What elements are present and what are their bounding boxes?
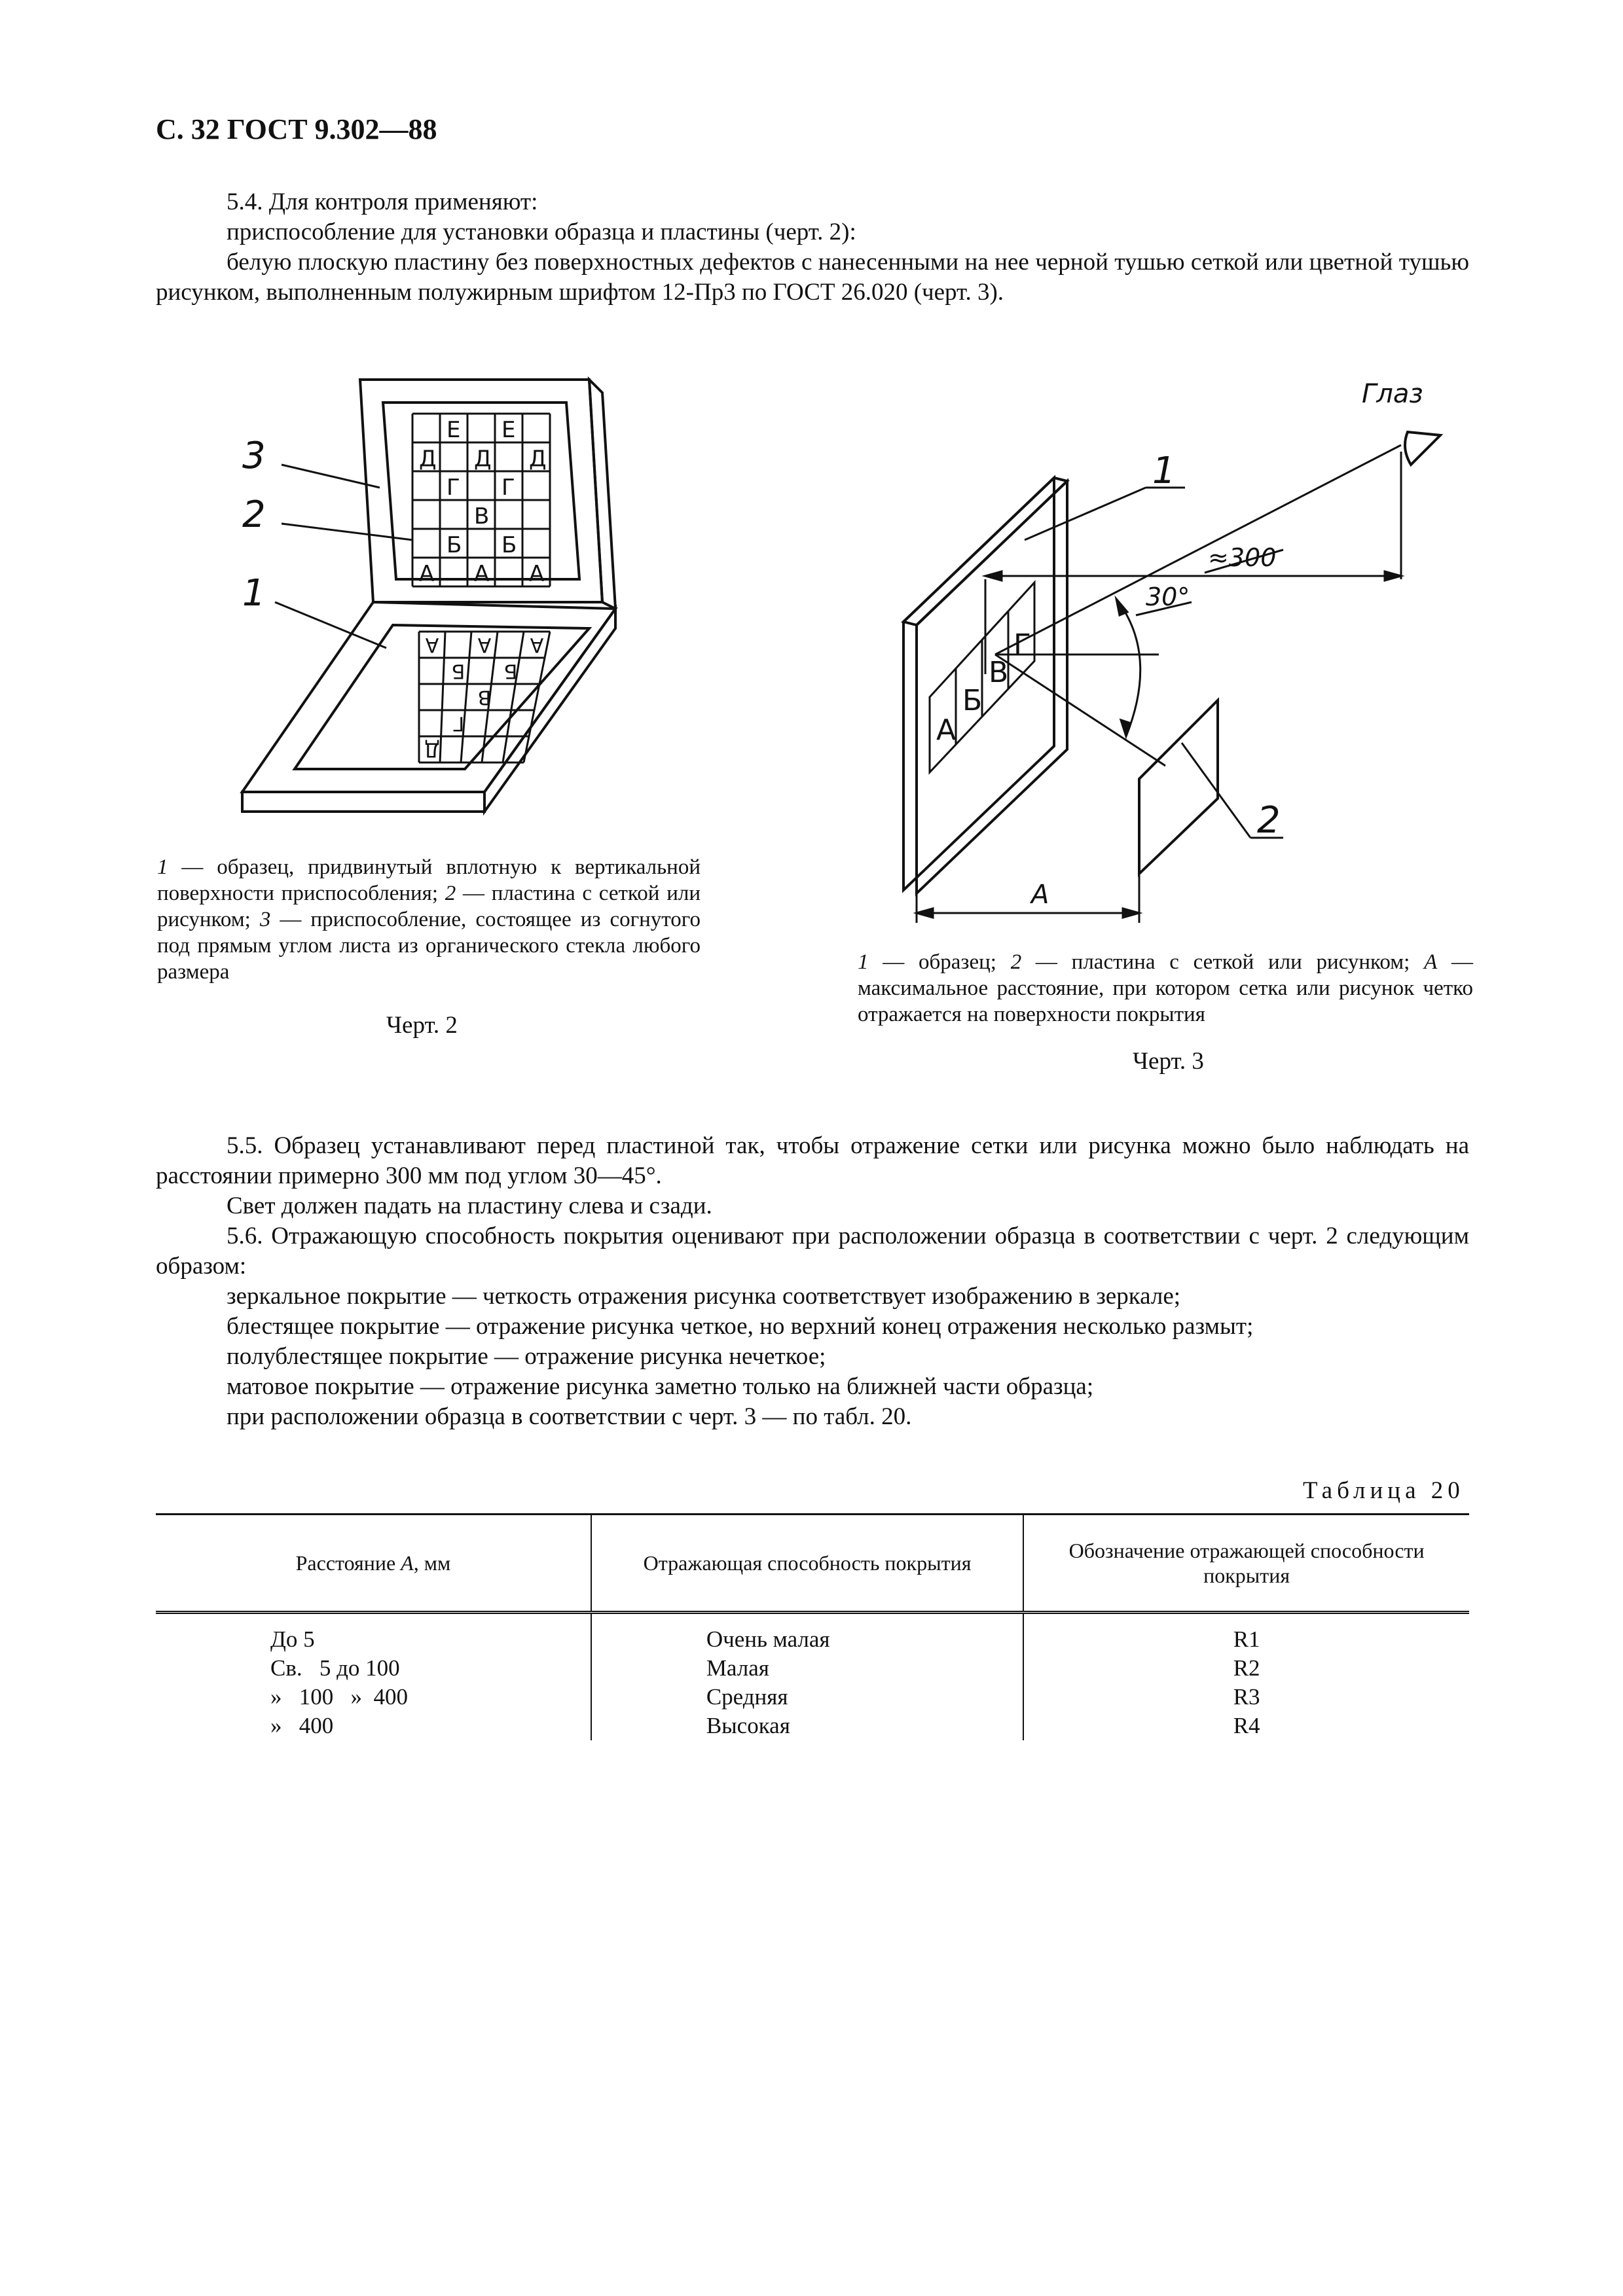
header-code: Обозначение отражающей способности покрытия [1068,1539,1425,1587]
cell-distance: » 400 [156,1712,591,1740]
reflected-grid [419,632,550,762]
eye-symbol [1405,432,1440,465]
figure-2-caption [157,854,701,985]
grid-letter: А [419,561,435,587]
grid-line [440,632,445,762]
fig3-caption-a: А [1424,950,1438,974]
body-paragraph-8: при расположении образца в соответствии с черт. 3 — по табл. 20. [227,1403,912,1430]
grid-letter: Д [419,446,437,472]
table-row [156,1654,1469,1683]
cell-code: R1 [1233,1626,1260,1652]
grid-letter: В [474,503,490,529]
fig2-caption-n3: 3 [259,908,271,931]
fig2-caption-n2: 2 [445,882,456,905]
body-paragraph-2: Свет должен падать на пластину слева и сзади. [227,1193,712,1219]
mirrored-letter: Б [451,659,465,683]
grid-letter: А [529,561,545,587]
distance-dimension [985,550,1401,581]
fig3-callouts [1025,488,1283,838]
fig2-caption-t1: — образец, придвинутый вплотную к вертикальной поверхности приспособления; [157,855,701,905]
table-row [156,1683,1469,1712]
body-block [156,1131,1469,1432]
fig2-callouts [275,465,412,648]
figure-2-drawing [236,367,629,825]
mirrored-letter: А [425,633,439,656]
grid-letter: Е [447,417,461,443]
svg-text:А: А [936,713,957,747]
cell-reflectivity: Средняя [591,1683,1023,1712]
cell-reflectivity: Очень малая [591,1613,1023,1655]
fig3-caption-t2: — пластина с сеткой или рисунком; [1021,950,1425,974]
grid-letter: Д [529,446,547,472]
mirrored-letter: А [530,633,544,656]
body-paragraph-3: 5.6. Отражающую способность покрытия оценивают при расположении образца в соответствии с черт. 2 следующим образом: [156,1223,1469,1280]
body-paragraph-5: блестящее покрытие — отражение рисунка четкое, но верхний конец отражения несколько размыт; [227,1313,1254,1340]
table-row [156,1613,1469,1655]
cell-reflectivity: Высокая [591,1712,1023,1740]
grid-line [461,632,471,762]
mirrored-letter: Б [503,659,518,683]
fig2-caption-t2: — пластина с сеткой или рисунком; [157,882,701,931]
fig2-caption-n1: 1 [157,855,168,879]
body-paragraph-6: полублестящее покрытие — отражение рисунка нечеткое; [227,1343,826,1370]
intro-block [156,187,1469,308]
body-paragraph-1: 5.5. Образец устанавливают перед пластиной так, чтобы отражение сетки или рисунка можно было наблюдать на расстоянии примерно 300 мм под углом 30—45°. [156,1132,1469,1189]
mirrored-letter: В [477,685,492,709]
grid-letter: Г [447,475,460,501]
table-row [156,1712,1469,1740]
mirrored-letter: А [477,633,492,656]
intro-paragraph-2: приспособление для установки образца и пластины (черт. 2): [227,219,856,245]
angle-label: 30° [1146,583,1190,611]
fig3-caption-t3: — максимальное расстояние, при котором сетка или рисунок четко отражается на поверхности покрытия [858,950,1474,1026]
fig2-caption-t3: — приспособление, состоящее из согнутого под прямым углом листа из органического стекла любого размера [157,908,701,984]
svg-text:Б: Б [962,684,983,717]
a-label: А [1031,880,1049,910]
fig3-callout-2: 2 [1257,799,1281,842]
mirrored-letter: Г [452,711,465,735]
body-paragraph-4: зеркальное покрытие — четкость отражения рисунка соответствует изображению в зеркале; [227,1283,1181,1310]
grid-letter: Е [501,417,516,443]
sample-letters [936,628,1031,747]
grid-letter: Б [501,532,517,558]
cell-code: R4 [1233,1713,1260,1738]
intro-paragraph-3: белую плоскую пластину без поверхностных дефектов с нанесенными на нее черной тушью сеткой или цветной тушью рисунком, выполненным полужирным шрифтом 12-Пр3 по ГОСТ 26.020 (черт. 3). [156,249,1469,306]
callout-3: 3 [242,435,266,477]
table-header-row [156,1515,1469,1613]
grid-letter: Б [447,532,462,558]
grid-letter: Д [474,446,492,472]
grid-letter: Г [501,475,515,501]
figure-3-caption [858,949,1473,1028]
figure-3-title: Черт. 3 [1133,1048,1204,1075]
sight-lines [985,445,1401,766]
fig3-caption-n2: 2 [1010,950,1022,974]
intro-paragraph-1: 5.4. Для контроля применяют: [227,188,538,215]
body-paragraph-7: матовое покрытие — отражение рисунка заметно только на ближней части образца; [227,1373,1094,1400]
cell-code: R2 [1233,1655,1260,1681]
page-header: С. 32 ГОСТ 9.302—88 [156,113,437,145]
fig3-callout-1: 1 [1152,450,1176,492]
mirrored-letter: Д [424,738,440,761]
header-reflectivity: Отражающая способность покрытия [591,1515,1023,1613]
fig3-caption-t1: — образец; [868,950,1011,974]
distance-label: ≈300 [1208,543,1277,572]
grid-plate [1139,700,1218,874]
back-grid [412,414,550,587]
cell-reflectivity: Малая [591,1654,1023,1683]
callout-2: 2 [242,493,266,536]
figure-2-title: Черт. 2 [386,1012,458,1039]
svg-text:Г: Г [1013,628,1031,662]
cell-distance: До 5 [156,1613,591,1655]
eye-label: Глаз [1362,379,1423,409]
header-distance: Расстояние А, мм [156,1515,591,1613]
figure-3-drawing [884,367,1473,923]
table-label: Таблица 20 [1303,1477,1465,1504]
cell-code: R3 [1233,1684,1260,1710]
a-dimension [917,874,1139,923]
cell-distance: » 100 » 400 [156,1683,591,1712]
callout-1: 1 [242,572,266,615]
svg-text:В: В [989,656,1009,689]
table-20 [156,1513,1469,1740]
fig3-caption-n1: 1 [858,950,869,974]
angle-arc [1116,599,1192,736]
cell-distance: Св. 5 до 100 [156,1654,591,1683]
grid-letter: А [474,561,490,587]
